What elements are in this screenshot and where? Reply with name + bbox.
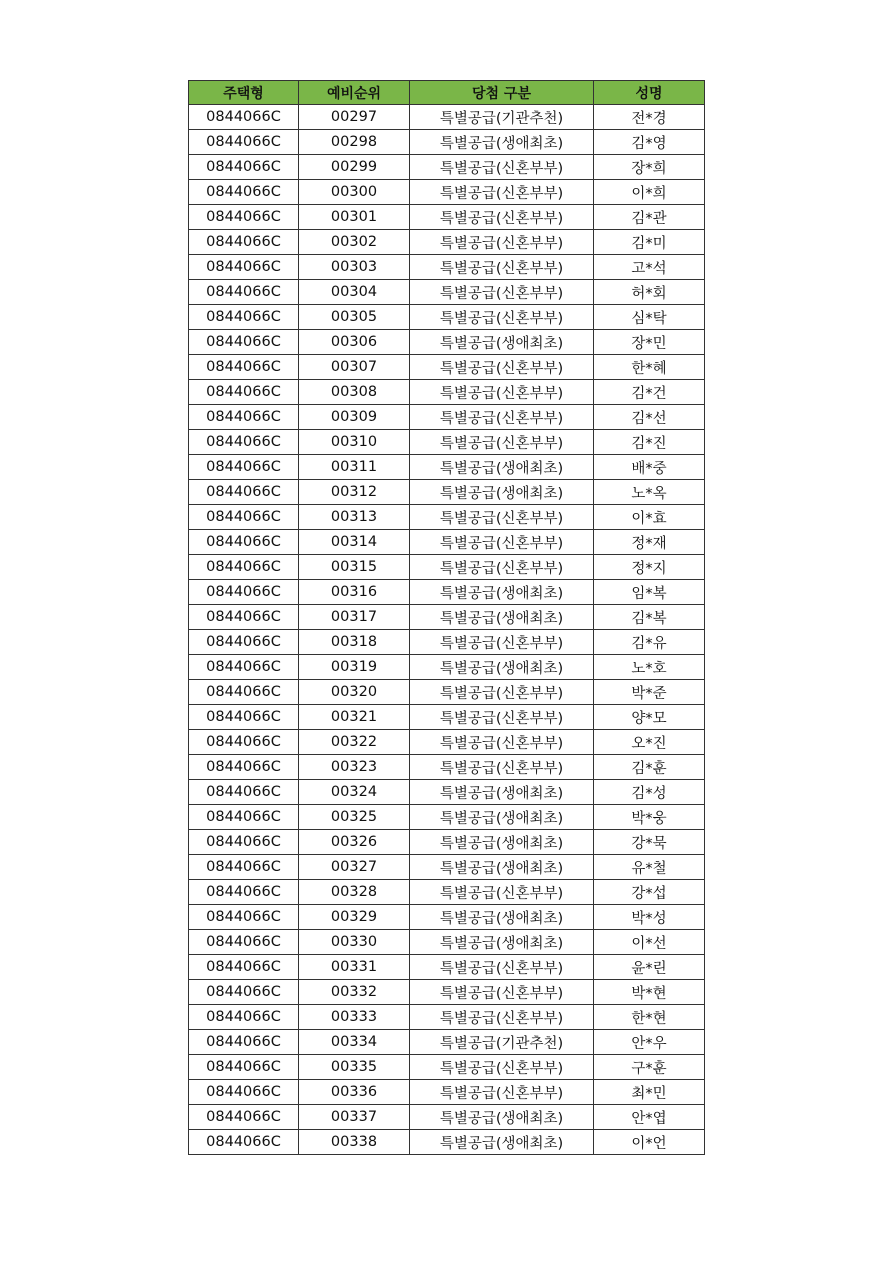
cell-name: 이*희 bbox=[594, 180, 705, 205]
cell-reserve-rank: 00312 bbox=[299, 480, 410, 505]
cell-name: 임*복 bbox=[594, 580, 705, 605]
cell-housing-type: 0844066C bbox=[189, 355, 299, 380]
cell-winning-category: 특별공급(생애최초) bbox=[410, 780, 594, 805]
cell-housing-type: 0844066C bbox=[189, 855, 299, 880]
cell-reserve-rank: 00335 bbox=[299, 1055, 410, 1080]
header-name: 성명 bbox=[594, 81, 705, 105]
cell-reserve-rank: 00322 bbox=[299, 730, 410, 755]
cell-reserve-rank: 00308 bbox=[299, 380, 410, 405]
cell-housing-type: 0844066C bbox=[189, 1080, 299, 1105]
cell-name: 장*민 bbox=[594, 330, 705, 355]
cell-reserve-rank: 00327 bbox=[299, 855, 410, 880]
cell-winning-category: 특별공급(신혼부부) bbox=[410, 405, 594, 430]
cell-housing-type: 0844066C bbox=[189, 605, 299, 630]
cell-housing-type: 0844066C bbox=[189, 830, 299, 855]
cell-winning-category: 특별공급(신혼부부) bbox=[410, 230, 594, 255]
cell-winning-category: 특별공급(신혼부부) bbox=[410, 680, 594, 705]
table-row bbox=[189, 905, 705, 930]
cell-reserve-rank: 00332 bbox=[299, 980, 410, 1005]
cell-name: 노*옥 bbox=[594, 480, 705, 505]
cell-name: 이*선 bbox=[594, 930, 705, 955]
cell-name: 유*철 bbox=[594, 855, 705, 880]
cell-reserve-rank: 00313 bbox=[299, 505, 410, 530]
cell-winning-category: 특별공급(신혼부부) bbox=[410, 755, 594, 780]
cell-reserve-rank: 00328 bbox=[299, 880, 410, 905]
table-row bbox=[189, 230, 705, 255]
cell-housing-type: 0844066C bbox=[189, 580, 299, 605]
cell-name: 장*희 bbox=[594, 155, 705, 180]
cell-housing-type: 0844066C bbox=[189, 480, 299, 505]
cell-name: 양*모 bbox=[594, 705, 705, 730]
cell-housing-type: 0844066C bbox=[189, 980, 299, 1005]
cell-name: 김*유 bbox=[594, 630, 705, 655]
table-row bbox=[189, 480, 705, 505]
table-row bbox=[189, 1005, 705, 1030]
cell-reserve-rank: 00333 bbox=[299, 1005, 410, 1030]
cell-name: 한*혜 bbox=[594, 355, 705, 380]
cell-housing-type: 0844066C bbox=[189, 455, 299, 480]
cell-housing-type: 0844066C bbox=[189, 280, 299, 305]
cell-reserve-rank: 00336 bbox=[299, 1080, 410, 1105]
table-row bbox=[189, 580, 705, 605]
cell-reserve-rank: 00301 bbox=[299, 205, 410, 230]
cell-housing-type: 0844066C bbox=[189, 730, 299, 755]
cell-name: 허*회 bbox=[594, 280, 705, 305]
document-page bbox=[188, 80, 704, 1155]
cell-housing-type: 0844066C bbox=[189, 555, 299, 580]
cell-reserve-rank: 00320 bbox=[299, 680, 410, 705]
cell-housing-type: 0844066C bbox=[189, 1105, 299, 1130]
table-row bbox=[189, 305, 705, 330]
table-row bbox=[189, 955, 705, 980]
cell-name: 한*현 bbox=[594, 1005, 705, 1030]
cell-winning-category: 특별공급(신혼부부) bbox=[410, 1055, 594, 1080]
cell-housing-type: 0844066C bbox=[189, 405, 299, 430]
table-row bbox=[189, 280, 705, 305]
cell-name: 김*훈 bbox=[594, 755, 705, 780]
cell-name: 안*엽 bbox=[594, 1105, 705, 1130]
cell-reserve-rank: 00307 bbox=[299, 355, 410, 380]
table-header bbox=[189, 81, 705, 105]
cell-name: 김*미 bbox=[594, 230, 705, 255]
cell-name: 박*현 bbox=[594, 980, 705, 1005]
cell-housing-type: 0844066C bbox=[189, 805, 299, 830]
cell-name: 전*경 bbox=[594, 105, 705, 130]
cell-name: 김*영 bbox=[594, 130, 705, 155]
table-body bbox=[189, 105, 705, 1155]
cell-housing-type: 0844066C bbox=[189, 1005, 299, 1030]
cell-reserve-rank: 00297 bbox=[299, 105, 410, 130]
cell-winning-category: 특별공급(생애최초) bbox=[410, 855, 594, 880]
table-row bbox=[189, 930, 705, 955]
cell-housing-type: 0844066C bbox=[189, 230, 299, 255]
cell-housing-type: 0844066C bbox=[189, 305, 299, 330]
table-row bbox=[189, 980, 705, 1005]
cell-reserve-rank: 00319 bbox=[299, 655, 410, 680]
cell-winning-category: 특별공급(생애최초) bbox=[410, 455, 594, 480]
cell-winning-category: 특별공급(생애최초) bbox=[410, 480, 594, 505]
cell-housing-type: 0844066C bbox=[189, 780, 299, 805]
cell-winning-category: 특별공급(기관추천) bbox=[410, 1030, 594, 1055]
table-row bbox=[189, 105, 705, 130]
cell-housing-type: 0844066C bbox=[189, 905, 299, 930]
cell-housing-type: 0844066C bbox=[189, 1130, 299, 1155]
cell-name: 이*효 bbox=[594, 505, 705, 530]
cell-reserve-rank: 00318 bbox=[299, 630, 410, 655]
cell-reserve-rank: 00325 bbox=[299, 805, 410, 830]
cell-name: 김*관 bbox=[594, 205, 705, 230]
cell-reserve-rank: 00334 bbox=[299, 1030, 410, 1055]
cell-housing-type: 0844066C bbox=[189, 680, 299, 705]
cell-reserve-rank: 00299 bbox=[299, 155, 410, 180]
table-row bbox=[189, 1130, 705, 1155]
cell-reserve-rank: 00317 bbox=[299, 605, 410, 630]
cell-winning-category: 특별공급(신혼부부) bbox=[410, 1005, 594, 1030]
cell-name: 노*호 bbox=[594, 655, 705, 680]
cell-reserve-rank: 00314 bbox=[299, 530, 410, 555]
cell-name: 박*준 bbox=[594, 680, 705, 705]
cell-winning-category: 특별공급(신혼부부) bbox=[410, 1080, 594, 1105]
table-row bbox=[189, 1030, 705, 1055]
cell-housing-type: 0844066C bbox=[189, 205, 299, 230]
cell-housing-type: 0844066C bbox=[189, 255, 299, 280]
cell-winning-category: 특별공급(신혼부부) bbox=[410, 430, 594, 455]
cell-reserve-rank: 00330 bbox=[299, 930, 410, 955]
cell-housing-type: 0844066C bbox=[189, 755, 299, 780]
table-row bbox=[189, 805, 705, 830]
cell-winning-category: 특별공급(신혼부부) bbox=[410, 280, 594, 305]
table-row bbox=[189, 730, 705, 755]
table-row bbox=[189, 455, 705, 480]
cell-winning-category: 특별공급(신혼부부) bbox=[410, 880, 594, 905]
table-row bbox=[189, 855, 705, 880]
cell-reserve-rank: 00309 bbox=[299, 405, 410, 430]
cell-winning-category: 특별공급(생애최초) bbox=[410, 130, 594, 155]
table-row bbox=[189, 780, 705, 805]
cell-winning-category: 특별공급(신혼부부) bbox=[410, 305, 594, 330]
cell-reserve-rank: 00337 bbox=[299, 1105, 410, 1130]
cell-winning-category: 특별공급(생애최초) bbox=[410, 605, 594, 630]
table-row bbox=[189, 605, 705, 630]
cell-reserve-rank: 00331 bbox=[299, 955, 410, 980]
table-row bbox=[189, 1105, 705, 1130]
table-row bbox=[189, 530, 705, 555]
cell-name: 안*우 bbox=[594, 1030, 705, 1055]
header-housing-type: 주택형 bbox=[189, 81, 299, 105]
table-row bbox=[189, 880, 705, 905]
cell-winning-category: 특별공급(신혼부부) bbox=[410, 255, 594, 280]
cell-name: 박*성 bbox=[594, 905, 705, 930]
cell-reserve-rank: 00304 bbox=[299, 280, 410, 305]
cell-winning-category: 특별공급(신혼부부) bbox=[410, 705, 594, 730]
cell-housing-type: 0844066C bbox=[189, 430, 299, 455]
table-row bbox=[189, 1080, 705, 1105]
cell-reserve-rank: 00311 bbox=[299, 455, 410, 480]
table-row bbox=[189, 255, 705, 280]
cell-name: 강*섭 bbox=[594, 880, 705, 905]
table-row bbox=[189, 705, 705, 730]
cell-name: 최*민 bbox=[594, 1080, 705, 1105]
cell-housing-type: 0844066C bbox=[189, 955, 299, 980]
cell-reserve-rank: 00305 bbox=[299, 305, 410, 330]
cell-reserve-rank: 00300 bbox=[299, 180, 410, 205]
cell-reserve-rank: 00338 bbox=[299, 1130, 410, 1155]
table-row bbox=[189, 630, 705, 655]
cell-winning-category: 특별공급(생애최초) bbox=[410, 830, 594, 855]
table-row bbox=[189, 830, 705, 855]
table-row bbox=[189, 430, 705, 455]
cell-housing-type: 0844066C bbox=[189, 530, 299, 555]
cell-winning-category: 특별공급(신혼부부) bbox=[410, 530, 594, 555]
table-row bbox=[189, 330, 705, 355]
cell-name: 김*건 bbox=[594, 380, 705, 405]
cell-reserve-rank: 00310 bbox=[299, 430, 410, 455]
table-row bbox=[189, 205, 705, 230]
cell-winning-category: 특별공급(생애최초) bbox=[410, 905, 594, 930]
cell-winning-category: 특별공급(신혼부부) bbox=[410, 955, 594, 980]
cell-winning-category: 특별공급(신혼부부) bbox=[410, 730, 594, 755]
table-row bbox=[189, 155, 705, 180]
cell-winning-category: 특별공급(생애최초) bbox=[410, 1130, 594, 1155]
table-row bbox=[189, 505, 705, 530]
cell-name: 오*진 bbox=[594, 730, 705, 755]
cell-housing-type: 0844066C bbox=[189, 1055, 299, 1080]
cell-housing-type: 0844066C bbox=[189, 880, 299, 905]
cell-housing-type: 0844066C bbox=[189, 155, 299, 180]
cell-housing-type: 0844066C bbox=[189, 630, 299, 655]
cell-housing-type: 0844066C bbox=[189, 105, 299, 130]
header-row bbox=[189, 81, 705, 105]
table-row bbox=[189, 405, 705, 430]
table-row bbox=[189, 755, 705, 780]
table-row bbox=[189, 130, 705, 155]
cell-winning-category: 특별공급(신혼부부) bbox=[410, 630, 594, 655]
cell-housing-type: 0844066C bbox=[189, 505, 299, 530]
cell-name: 윤*린 bbox=[594, 955, 705, 980]
cell-reserve-rank: 00324 bbox=[299, 780, 410, 805]
table-row bbox=[189, 380, 705, 405]
cell-winning-category: 특별공급(생애최초) bbox=[410, 330, 594, 355]
cell-reserve-rank: 00298 bbox=[299, 130, 410, 155]
cell-reserve-rank: 00329 bbox=[299, 905, 410, 930]
cell-reserve-rank: 00302 bbox=[299, 230, 410, 255]
cell-name: 정*지 bbox=[594, 555, 705, 580]
cell-name: 강*묵 bbox=[594, 830, 705, 855]
cell-winning-category: 특별공급(신혼부부) bbox=[410, 980, 594, 1005]
cell-reserve-rank: 00326 bbox=[299, 830, 410, 855]
cell-winning-category: 특별공급(생애최초) bbox=[410, 655, 594, 680]
cell-housing-type: 0844066C bbox=[189, 930, 299, 955]
cell-housing-type: 0844066C bbox=[189, 1030, 299, 1055]
cell-name: 배*중 bbox=[594, 455, 705, 480]
table-row bbox=[189, 555, 705, 580]
cell-name: 정*재 bbox=[594, 530, 705, 555]
cell-reserve-rank: 00303 bbox=[299, 255, 410, 280]
cell-reserve-rank: 00315 bbox=[299, 555, 410, 580]
cell-winning-category: 특별공급(생애최초) bbox=[410, 805, 594, 830]
cell-winning-category: 특별공급(신혼부부) bbox=[410, 505, 594, 530]
table-row bbox=[189, 655, 705, 680]
table-row bbox=[189, 1055, 705, 1080]
cell-name: 김*선 bbox=[594, 405, 705, 430]
table-row bbox=[189, 680, 705, 705]
cell-name: 김*복 bbox=[594, 605, 705, 630]
header-winning-category: 당첨 구분 bbox=[410, 81, 594, 105]
cell-name: 심*탁 bbox=[594, 305, 705, 330]
cell-reserve-rank: 00321 bbox=[299, 705, 410, 730]
cell-reserve-rank: 00323 bbox=[299, 755, 410, 780]
table-row bbox=[189, 180, 705, 205]
cell-name: 김*진 bbox=[594, 430, 705, 455]
cell-name: 박*웅 bbox=[594, 805, 705, 830]
reserve-winner-table bbox=[188, 80, 705, 1155]
cell-winning-category: 특별공급(기관추천) bbox=[410, 105, 594, 130]
cell-name: 이*언 bbox=[594, 1130, 705, 1155]
cell-name: 김*성 bbox=[594, 780, 705, 805]
cell-winning-category: 특별공급(생애최초) bbox=[410, 580, 594, 605]
cell-name: 구*훈 bbox=[594, 1055, 705, 1080]
cell-winning-category: 특별공급(신혼부부) bbox=[410, 155, 594, 180]
cell-winning-category: 특별공급(생애최초) bbox=[410, 1105, 594, 1130]
cell-winning-category: 특별공급(생애최초) bbox=[410, 930, 594, 955]
cell-winning-category: 특별공급(신혼부부) bbox=[410, 380, 594, 405]
cell-housing-type: 0844066C bbox=[189, 130, 299, 155]
cell-housing-type: 0844066C bbox=[189, 180, 299, 205]
cell-reserve-rank: 00306 bbox=[299, 330, 410, 355]
cell-housing-type: 0844066C bbox=[189, 330, 299, 355]
cell-housing-type: 0844066C bbox=[189, 705, 299, 730]
cell-housing-type: 0844066C bbox=[189, 380, 299, 405]
cell-winning-category: 특별공급(신혼부부) bbox=[410, 355, 594, 380]
cell-winning-category: 특별공급(신혼부부) bbox=[410, 555, 594, 580]
cell-winning-category: 특별공급(신혼부부) bbox=[410, 180, 594, 205]
cell-reserve-rank: 00316 bbox=[299, 580, 410, 605]
table-row bbox=[189, 355, 705, 380]
cell-housing-type: 0844066C bbox=[189, 655, 299, 680]
cell-winning-category: 특별공급(신혼부부) bbox=[410, 205, 594, 230]
header-reserve-rank: 예비순위 bbox=[299, 81, 410, 105]
cell-name: 고*석 bbox=[594, 255, 705, 280]
